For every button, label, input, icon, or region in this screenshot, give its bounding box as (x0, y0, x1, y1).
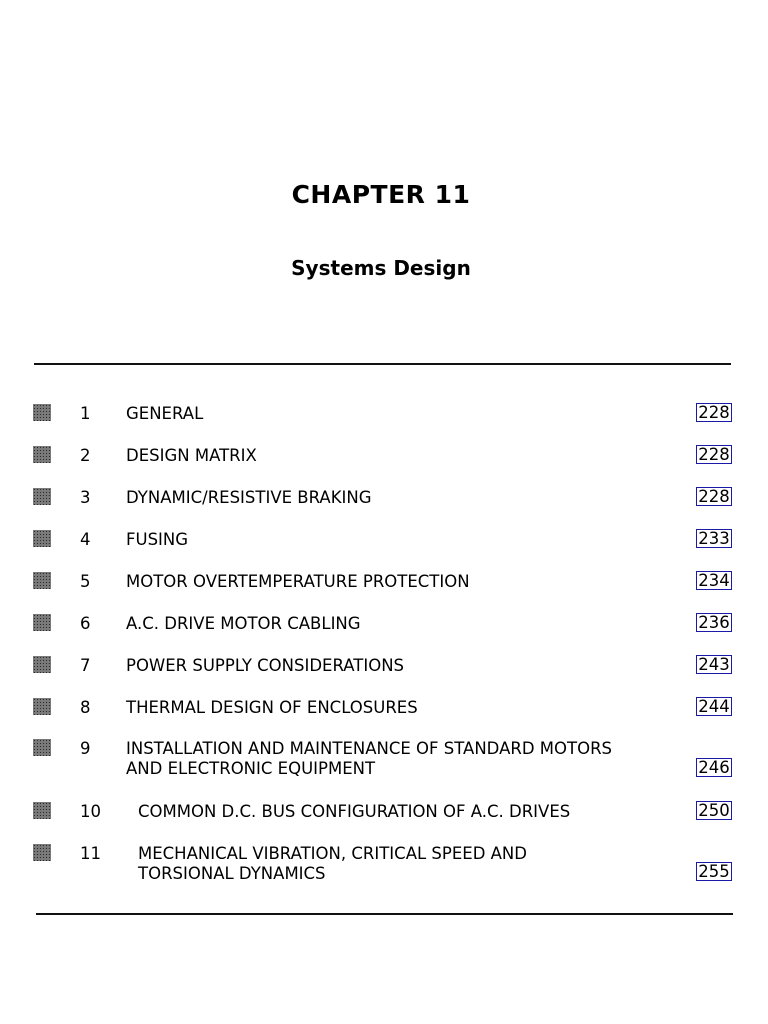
section-marker-icon (33, 698, 51, 715)
toc-entry-title[interactable] (126, 698, 418, 718)
section-marker-icon (33, 844, 51, 861)
toc-entry-number: 3 (80, 488, 91, 507)
toc-entry-number: 9 (80, 739, 91, 758)
toc-entry-title[interactable] (126, 572, 470, 592)
section-marker-icon (33, 404, 51, 421)
toc-entry-title-line: MECHANICAL VIBRATION, CRITICAL SPEED AND (138, 844, 527, 863)
toc-page-link[interactable]: 234 (696, 571, 732, 590)
section-marker-icon (33, 572, 51, 589)
toc-entry-number: 4 (80, 530, 91, 549)
toc-page-link[interactable]: 233 (696, 529, 732, 548)
toc-entry-title-line: GENERAL (126, 404, 204, 423)
toc-entry-title[interactable] (126, 446, 257, 466)
toc-page-link[interactable]: 228 (696, 445, 732, 464)
toc-entry-title[interactable] (126, 404, 203, 424)
toc-page-link[interactable]: 255 (696, 862, 732, 881)
toc-entry-title[interactable] (138, 844, 527, 884)
chapter-title: CHAPTER 11 (291, 180, 471, 209)
toc-page-link[interactable]: 244 (696, 697, 732, 716)
toc-page-link[interactable]: 250 (696, 801, 732, 820)
section-marker-icon (33, 739, 51, 756)
section-marker-icon (33, 656, 51, 673)
chapter-subtitle: Systems Design (291, 256, 471, 280)
toc-entry-title[interactable] (126, 488, 372, 508)
toc-entry-number: 6 (80, 614, 91, 633)
toc-page-link[interactable]: 228 (696, 487, 732, 506)
toc-entry-number: 11 (80, 844, 101, 863)
toc-entry-number: 7 (80, 656, 91, 675)
toc-entry-title-line: INSTALLATION AND MAINTENANCE OF STANDARD MOTORS (126, 739, 613, 758)
toc-entry-number: 8 (80, 698, 91, 717)
toc-entry-title-line: MOTOR OVERTEMPERATURE PROTECTION (126, 572, 470, 591)
toc-page-link[interactable]: 236 (696, 613, 732, 632)
toc-entry-title-line: POWER SUPPLY CONSIDERATIONS (126, 656, 405, 675)
section-marker-icon (33, 614, 51, 631)
section-marker-icon (33, 446, 51, 463)
toc-entry-title[interactable] (126, 530, 188, 550)
toc-entry-title-line: THERMAL DESIGN OF ENCLOSURES (126, 698, 418, 717)
toc-entry-title[interactable] (126, 739, 612, 779)
toc-entry-title-line: DYNAMIC/RESISTIVE BRAKING (126, 488, 372, 507)
section-marker-icon (33, 488, 51, 505)
top-rule (34, 363, 731, 365)
toc-entry-title-line: COMMON D.C. BUS CONFIGURATION OF A.C. DRIVES (138, 802, 571, 821)
toc-entry-title-line: FUSING (126, 530, 189, 549)
toc-page-link[interactable]: 246 (696, 758, 732, 777)
toc-entry-number: 1 (80, 404, 91, 423)
bottom-rule (36, 913, 733, 915)
toc-entry-number: 2 (80, 446, 91, 465)
toc-page-link[interactable]: 228 (696, 403, 732, 422)
toc-entry-title-line: DESIGN MATRIX (126, 446, 257, 465)
toc-entry-number: 5 (80, 572, 91, 591)
toc-entry-number: 10 (80, 802, 101, 821)
toc-entry-title[interactable] (126, 656, 404, 676)
section-marker-icon (33, 530, 51, 547)
toc-entry-title-line: A.C. DRIVE MOTOR CABLING (126, 614, 361, 633)
toc-entry-title[interactable] (126, 614, 361, 634)
section-marker-icon (33, 802, 51, 819)
toc-entry-title-line: AND ELECTRONIC EQUIPMENT (126, 759, 376, 778)
toc-entry-title-line: TORSIONAL DYNAMICS (138, 864, 326, 883)
toc-entry-title[interactable] (138, 802, 570, 822)
toc-page-link[interactable]: 243 (696, 655, 732, 674)
